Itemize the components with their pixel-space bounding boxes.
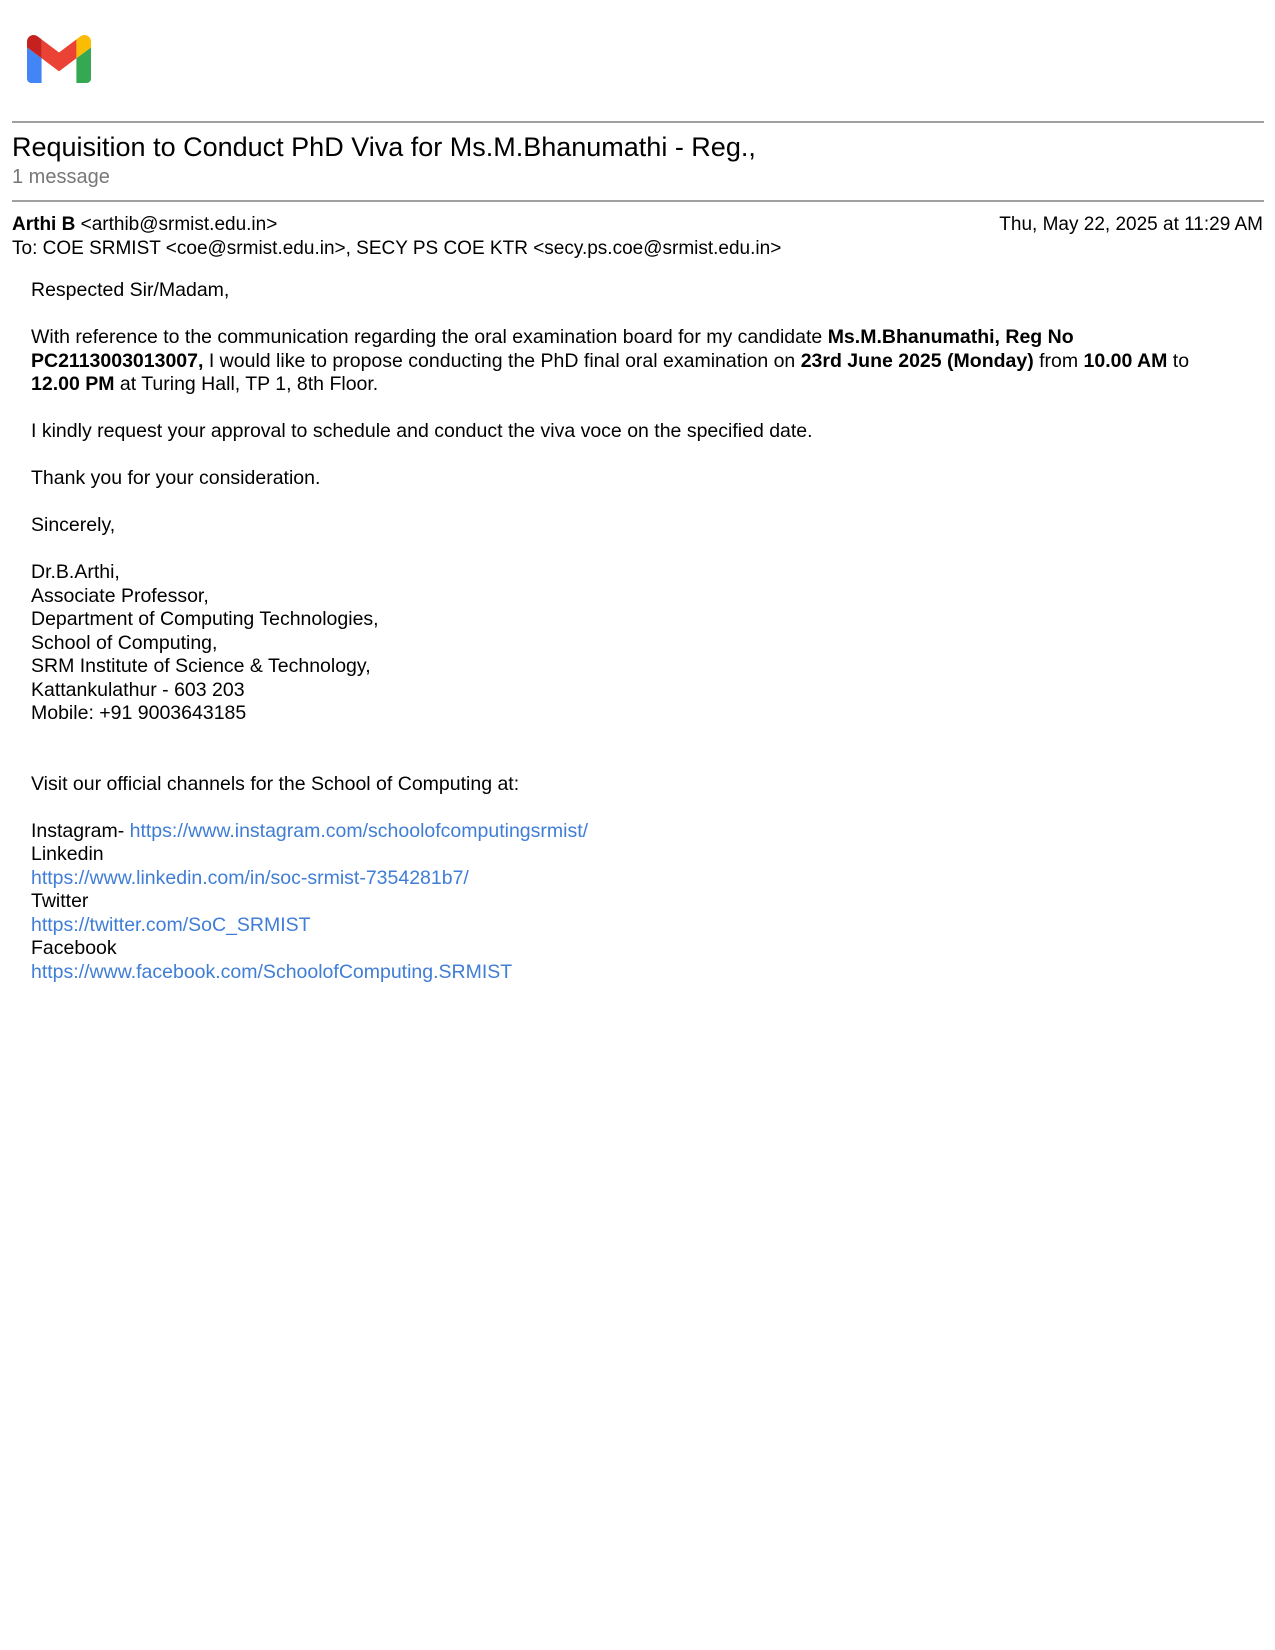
facebook-label: Facebook	[31, 937, 117, 959]
para1-text-1: With reference to the communication regarding the oral examination board for my candidate	[31, 326, 828, 348]
linkedin-label: Linkedin	[31, 843, 104, 865]
body-paragraph-2: I kindly request your approval to schedule and conduct the viva voce on the specified date.	[31, 420, 813, 442]
signature-line: Kattankulathur - 603 203	[31, 678, 245, 701]
linkedin-link[interactable]: https://www.linkedin.com/in/soc-srmist-7354281b7/	[31, 866, 469, 889]
end-time: 12.00 PM	[31, 373, 115, 395]
header-divider	[12, 121, 1264, 123]
signature-line: Dr.B.Arthi,	[31, 561, 120, 583]
sender-name: Arthi B	[12, 214, 76, 235]
para1-text-5: at Turing Hall, TP 1, 8th Floor.	[114, 373, 379, 395]
gmail-logo-icon	[27, 35, 91, 83]
para1-text-4: to	[1167, 349, 1190, 372]
twitter-link[interactable]: https://twitter.com/SoC_SRMIST	[31, 913, 311, 936]
exam-date: 23rd June 2025 (Monday)	[800, 349, 1034, 372]
para1-text-2: I would like to propose conducting the PhD final oral examination on	[203, 349, 801, 372]
email-date: Thu, May 22, 2025 at 11:29 AM	[999, 214, 1263, 235]
start-time: 10.00 AM	[1083, 349, 1168, 372]
from-line	[12, 213, 277, 237]
signature-line: Department of Computing Technologies,	[31, 608, 379, 630]
instagram-line	[31, 820, 1241, 844]
signature-line: School of Computing,	[31, 631, 218, 654]
channels-intro: Visit our official channels for the School of Computing at:	[31, 772, 520, 795]
candidate-details: Ms.M.Bhanumathi, Reg No PC2113003013007,	[31, 326, 1074, 372]
subject-divider	[12, 200, 1264, 202]
email-subject: Requisition to Conduct PhD Viva for Ms.M.Bhanumathi - Reg.,	[12, 132, 756, 162]
recipients-line: To: COE SRMIST <coe@srmist.edu.in>, SECY PS COE KTR <secy.ps.coe@srmist.edu.in>	[12, 238, 782, 259]
instagram-link[interactable]: https://www.instagram.com/schoolofcomputingsrmist/	[129, 819, 589, 842]
facebook-link[interactable]: https://www.facebook.com/SchoolofComputing.SRMIST	[31, 960, 513, 983]
twitter-label: Twitter	[31, 890, 89, 912]
email-body	[31, 279, 1241, 984]
signature-line: Mobile: +91 9003643185	[31, 702, 247, 724]
body-paragraph-1	[31, 326, 1241, 397]
message-count: 1 message	[12, 166, 110, 188]
signature-line: Associate Professor,	[31, 584, 209, 607]
closing: Sincerely,	[31, 514, 116, 536]
signature-line: SRM Institute of Science & Technology,	[31, 655, 371, 677]
body-paragraph-3: Thank you for your consideration.	[31, 467, 321, 489]
sender-email: <arthib@srmist.edu.in>	[80, 214, 278, 235]
para1-text-3: from	[1033, 349, 1084, 372]
greeting: Respected Sir/Madam,	[31, 279, 230, 301]
instagram-label: Instagram-	[31, 819, 130, 842]
signature-block	[31, 561, 1241, 726]
